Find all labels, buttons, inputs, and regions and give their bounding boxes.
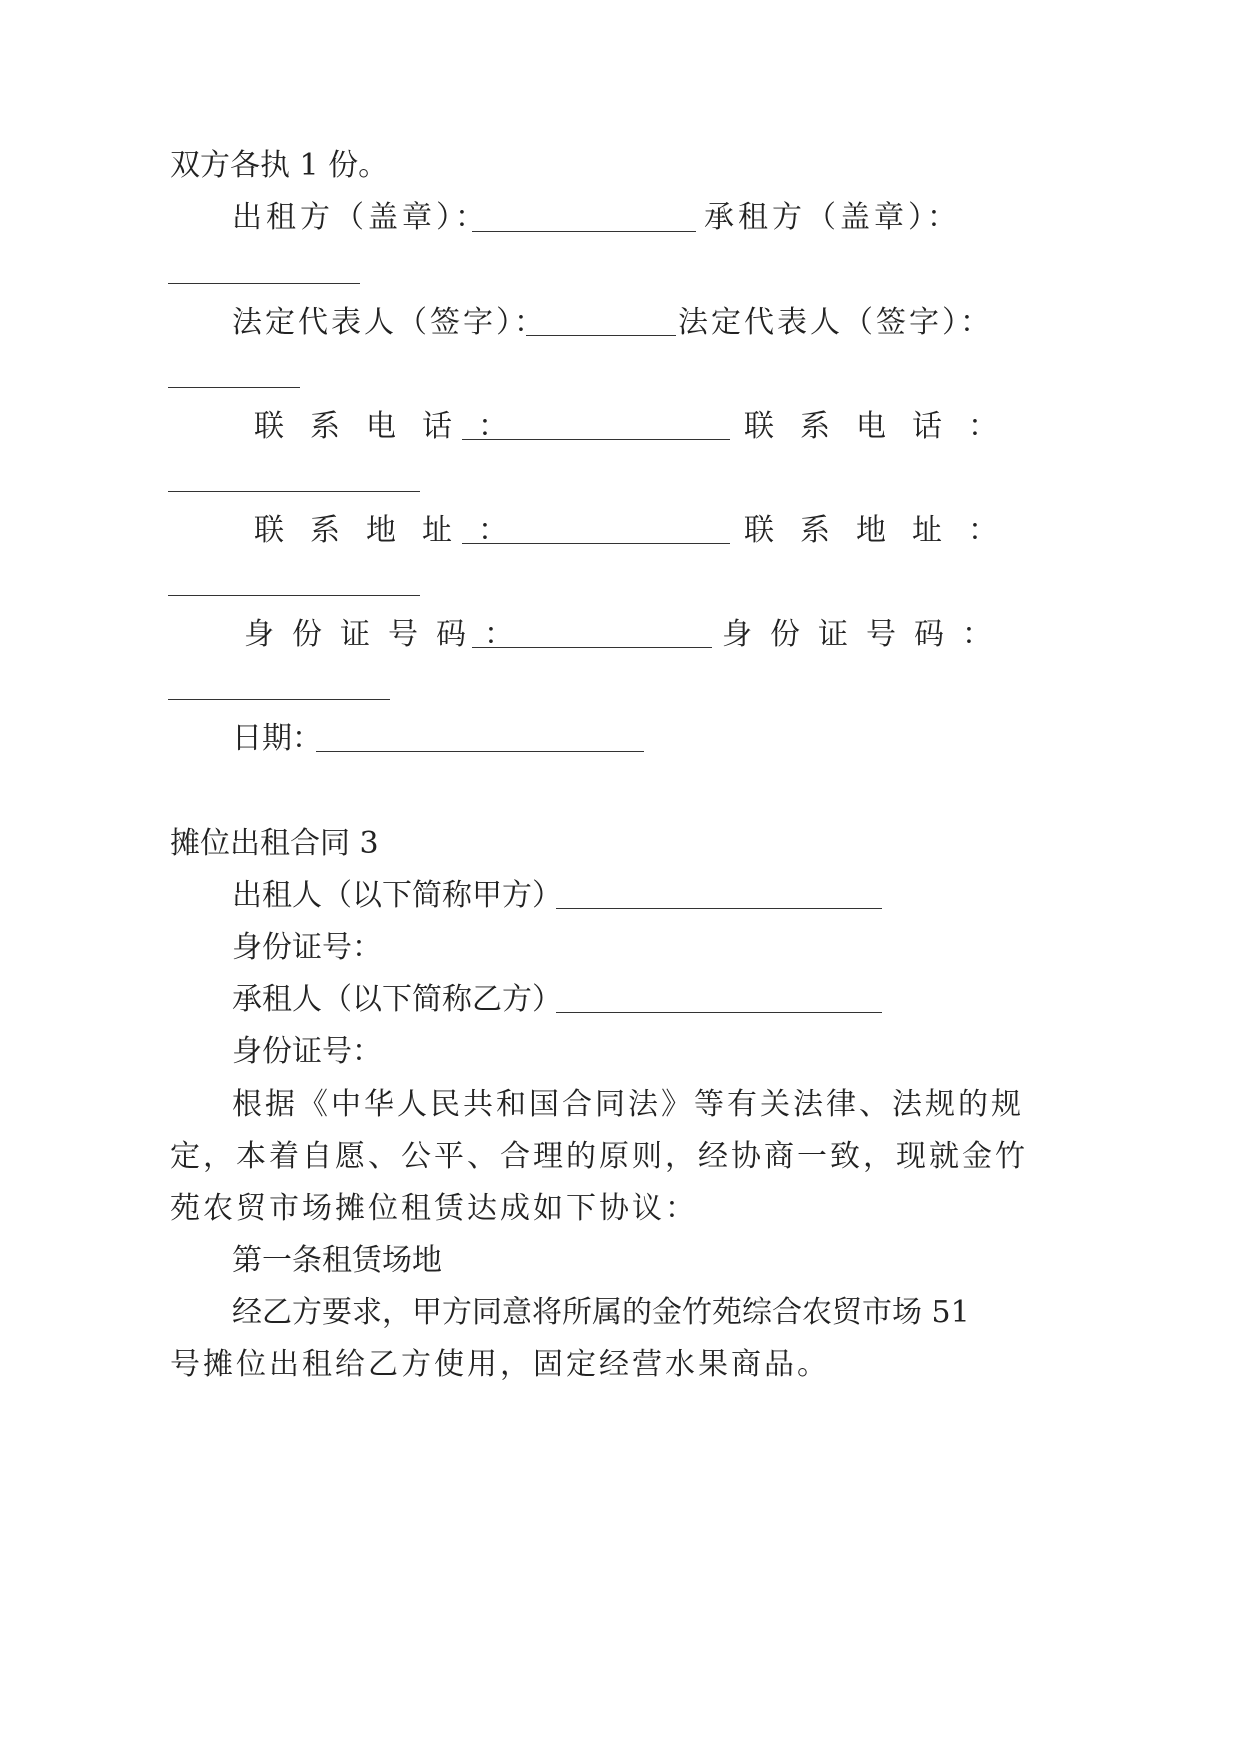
- lessor-id-label: 身份证号码：: [244, 617, 532, 652]
- article-1-text-line-2: 号摊位出租给乙方使用，固定经营水果商品。: [170, 1347, 830, 1382]
- lessor-address-label: 联系地址：: [254, 513, 534, 548]
- lessee-phone-blank[interactable]: [168, 491, 420, 492]
- lessor-id-number-label: 身份证号：: [232, 930, 382, 965]
- date-blank[interactable]: [316, 751, 644, 752]
- lessor-seal-label: 出租方（盖章）：: [232, 200, 489, 235]
- lessor-legal-rep-label: 法定代表人（签字）：: [232, 305, 547, 340]
- preamble-line-3: 苑农贸市场摊位租赁达成如下协议：: [170, 1191, 698, 1226]
- lessee-legal-rep-label: 法定代表人（签字）：: [678, 305, 993, 340]
- lessee-party-label: 承租人（以下简称乙方）: [232, 982, 562, 1017]
- preamble-line-2: 定，本着自愿、公平、合理的原则，经协商一致，现就金竹: [170, 1139, 1028, 1174]
- lessee-id-blank[interactable]: [168, 699, 390, 700]
- article-1-text-line-1: 经乙方要求，甲方同意将所属的金竹苑综合农贸市场 51: [232, 1295, 970, 1330]
- lessee-id-label: 身份证号码：: [722, 617, 1010, 652]
- lessee-address-blank[interactable]: [168, 595, 420, 596]
- article-1-title: 第一条租赁场地: [232, 1243, 442, 1278]
- lessor-party-label: 出租人（以下简称甲方）: [232, 878, 562, 913]
- lessor-address-blank[interactable]: [462, 543, 730, 544]
- lessee-name-blank[interactable]: [556, 1012, 882, 1013]
- preamble-line-1: 根据《中华人民共和国合同法》等有关法律、法规的规: [232, 1087, 1024, 1122]
- lessee-seal-label: 承租方（盖章）：: [704, 200, 961, 235]
- lessee-legal-rep-blank[interactable]: [168, 387, 300, 388]
- lessor-id-blank[interactable]: [472, 647, 712, 648]
- lessor-phone-blank[interactable]: [462, 439, 730, 440]
- lessor-name-blank[interactable]: [556, 908, 882, 909]
- lessor-seal-blank[interactable]: [472, 231, 696, 232]
- lessee-phone-label: 联系电话：: [744, 409, 1024, 444]
- lessee-address-label: 联系地址：: [744, 513, 1024, 548]
- date-label: 日期：: [232, 721, 322, 756]
- closing-text: 双方各执 1 份。: [170, 148, 389, 183]
- lessee-id-number-label: 身份证号：: [232, 1034, 382, 1069]
- contract-title: 摊位出租合同 3: [170, 826, 379, 861]
- lessee-seal-blank[interactable]: [168, 283, 360, 284]
- lessor-phone-label: 联系电话：: [254, 409, 534, 444]
- lessor-legal-rep-blank[interactable]: [526, 335, 676, 336]
